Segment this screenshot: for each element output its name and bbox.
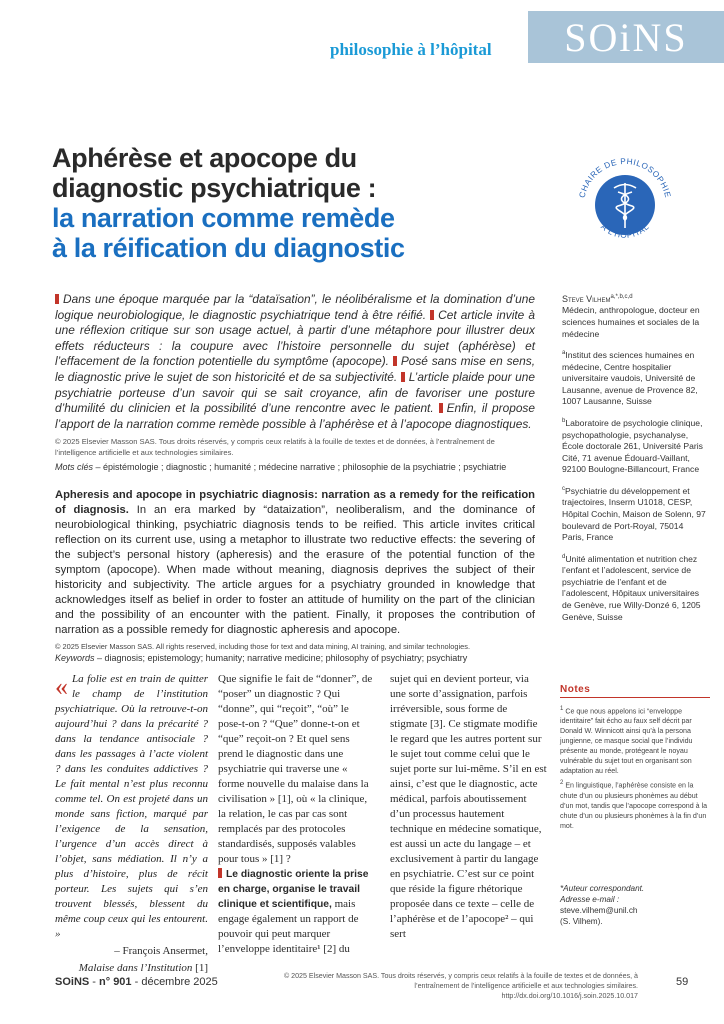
footer-date: décembre 2025: [141, 976, 218, 988]
epigraph-attribution: – François Ansermet,: [114, 945, 208, 957]
highlight-text: Le diagnostic oriente la prise en charge, organise le travail clinique et scientifique,: [218, 869, 369, 910]
bullet-square-icon: [401, 372, 405, 382]
abstract-fr-sentence-5: Enfin, il propose l’apport de la narration comme remède possible à l’aphérèse et à l’apocope diagnostiques.: [55, 401, 535, 431]
affiliation-sup: a: [562, 350, 566, 357]
keywords-fr-list: – épistémologie ; diagnostic ; humanité ; médecine narrative ; philosophie de la psychiatrie ; psychiatrie: [93, 462, 507, 473]
abstract-fr-copyright: © 2025 Elsevier Masson SAS. Tous droits réservés, y compris ceux relatifs à la fouille de textes et de données, à l’entraînement de l’intelligence artificielle et aux technologies similaires.: [55, 437, 495, 458]
affiliation-text: Unité alimentation et nutrition chez l’enfant et l’adolescent, service de psychiatrie de l’enfant et de l’adolescent, Hôpitaux universitaires de Genève, rue Willy-Donzé 6, 1205 Genève, Suisse: [562, 553, 701, 622]
keywords-fr: [55, 462, 535, 472]
journal-logo: [528, 11, 724, 63]
title-line-1: Aphérèse et apocope du: [52, 143, 357, 173]
abstract-en-body: In an era marked by “dataization”, neoliberalism, and the dominance of neurobiological thinking, psychiatric diagnosis tends to be reified. This article invites critical reflection on its current use, using a metaphor to illustrate two reductive effects: the severing of the subject’s personal history (apheresis) and the erasure of the potential function of the symptom (apocope). When made without meaning, diagnosis deprives the subject of their historicity and subjectivity. The article argues for a psychiatry grounded in knowledge that acknowledges itself as belief in order to foster an attitude of humility on the part of the clinician and the possibility of an encounter with the patient. Finally, it proposes the contribution of narration as a possible remedy for diagnostic apheresis and apocope.: [55, 504, 535, 636]
bullet-square-icon: [430, 310, 434, 320]
abstract-fr-sentence-4: L’article plaide pour une psychiatrie porteuse d’un savoir qui se sait croyance, afin de favoriser une posture d’humilité du clinicien et la possibilité d’une rencontre avec le patient.: [55, 369, 535, 416]
note-item: [560, 778, 710, 830]
body-paragraph: Que signifie le fait de “donner”, de “poser” un diagnostic ? Qui “donne”, qui “reçoit”, “où” le pose-t-on ? “Que” donne-t-on et “que” reçoit-on ? Et quel sens prend le diagnostic dans une psychiatrie qui traverse une « forme nouvelle du malaise dans la civilisation » [1], où « la clinique, la relation, le cas par cas sont remplacés par des protocoles standardisés, supposés valables pour tous » [1] ?: [218, 673, 373, 865]
author-line: [562, 292, 707, 305]
chair-philosophy-seal: [570, 150, 680, 260]
footer-separator: -: [89, 976, 100, 988]
correspondence-label: *Auteur correspondant.: [560, 884, 645, 893]
notes-box: [560, 684, 710, 833]
epigraph-ref: [1]: [192, 962, 208, 974]
keywords-fr-label: Mots clés: [55, 462, 94, 473]
note-item: [560, 704, 710, 776]
correspondence-who: (S. Vilhem).: [560, 917, 603, 926]
seal-top-text: CHAIRE DE PHILOSOPHIE: [577, 156, 673, 199]
footer-journal-name: SOiNS: [55, 976, 90, 988]
title-line-3: la narration comme remède: [52, 203, 395, 233]
affiliation-text: Institut des sciences humaines en médecine, Centre hospitalier universitaire vaudois, Université de Lausanne, avenue de Provence 82, 1007 Lausanne, Suisse: [562, 350, 698, 407]
footer-copyright: [250, 971, 638, 1001]
keywords-en-label: Keywords: [55, 653, 95, 663]
title-line-4: à la réification du diagnostic: [52, 233, 405, 263]
body-paragraph: sujet qui en devient porteur, via une sorte d’assignation, parfois irréversible, sous forme de stigmate [3]. Ce stigmate modifie le regard que les autres portent sur le sujet tout comme celui que le sujet porte sur lui-même. S’il en est ainsi, c’est que le diagnostic, acte médical, parfois aboutissement d’un processus hautement technique en médecine somatique, est aussi un acte du langage – et exclusivement à partir du langage en psychiatrie. C’est sur ce point que réside la figure rhétorique proposée dans ce texte – celle de l’aphérèse et de l’apocope² – qui sert: [390, 673, 547, 940]
affiliation-text: Laboratoire de psychologie clinique, psychopathologie, psychanalyse, École doctorale 261, Université Paris Cité, 71 avenue Édouard-Vaillant, 92100 Boulogne-Billancourt, France: [562, 417, 703, 475]
affiliation: [562, 348, 707, 408]
notes-title: Notes: [560, 684, 710, 698]
footer-issue: n° 901: [99, 976, 132, 988]
abstract-en-title: Apheresis and apocope in psychiatric diagnosis: narration as a remedy for the reification of diagnosis.: [55, 489, 535, 516]
author-sup: a,*,b,c,d: [610, 294, 633, 300]
abstract-fr-text: [55, 292, 535, 432]
author-info: [562, 292, 707, 623]
epigraph: [55, 672, 208, 976]
footer-journal: [55, 976, 218, 988]
body-column-3: [390, 672, 547, 942]
keywords-en: [55, 653, 535, 663]
section-rubric: philosophie à l’hôpital: [330, 40, 492, 59]
bullet-square-icon: [439, 403, 443, 413]
author-title: Médecin, anthropologue, docteur en sciences humaines et sociales de la médecine: [562, 305, 700, 339]
abstract-en-copyright: © 2025 Elsevier Masson SAS. All rights reserved, including those for text and data mining, AI training, and similar technologies.: [55, 642, 471, 651]
email-link[interactable]: steve.vilhem@unil.ch: [560, 906, 638, 915]
page-number: 59: [676, 976, 689, 988]
affiliation-sup: b: [562, 418, 566, 425]
abstract-en-text: [55, 488, 535, 638]
affiliation: [562, 552, 707, 623]
body-column-2: [218, 672, 373, 957]
note-number: 1: [560, 706, 564, 712]
seal-bottom-text: À L’HÔPITAL: [599, 222, 651, 240]
body-paragraph: [218, 867, 373, 957]
affiliation: [562, 416, 707, 476]
footer-separator: -: [131, 976, 142, 988]
quote-mark-icon: «: [55, 672, 68, 701]
abstract-fr: [55, 292, 535, 472]
note-number: 2: [560, 780, 564, 787]
abstract-fr-sentence-2: Cet article invite à une réflexion critique sur son usage actuel, à partir d’une métaphore pour illustrer deux effets réducteurs : la coupure avec l’histoire personnelle du sujet (aphérèse) et l’effacement de la fonction potentielle du symptôme (apocope).: [55, 307, 535, 369]
epigraph-body: La folie est en train de quitter le champ de l’institution psychiatrique. Où la retrouve-t-on aujourd’hui ? dans la précarité ? dans la tendance antisociale ? dans les passages à l’acte violent ? dans les conduites addictives ? Le fait mental n’est plus reconnu comme tel. On est projeté dans un monde sans fiction, marqué par l’exigence de la sensation, l’urgence d’un accès direct à l’objet, sans médiation. Il n’y a plus d’histoire, plus de récit porteur. Les sujets qui s’en trouvent blessés, blessent du même coup ceux qui les entourent. »: [55, 673, 208, 940]
abstract-fr-sentence-3: Posé sans mise en sens, le diagnostic prive le sujet de son historicité et de sa subjectivité.: [55, 354, 535, 384]
bullet-square-icon: [393, 356, 397, 366]
affiliation-sup: d: [562, 553, 566, 560]
title-line-2: diagnostic psychiatrique :: [52, 173, 377, 203]
affiliation-sup: c: [562, 485, 565, 492]
epigraph-source: [55, 961, 208, 976]
bullet-square-icon: [218, 868, 222, 878]
journal-logo-text: SOiNS: [564, 14, 688, 60]
article-title: [52, 143, 542, 263]
epigraph-source-title: Malaise dans l’Institution: [78, 962, 193, 974]
keywords-en-list: – diagnosis; epistemology; humanity; narrative medicine; philosophy of psychiatry; psychiatry: [94, 653, 468, 663]
abstract-en: [55, 488, 535, 663]
affiliation-text: Psychiatrie du développement et trajectoires, Inserm U1018, CESP, Hôpital Cochin, Maison de Solenn, 97 boulevard de Port-Royal, 75014 Paris, France: [562, 485, 706, 543]
bullet-square-icon: [55, 294, 59, 304]
epigraph-text: [55, 672, 208, 942]
footer-copyright-text: © 2025 Elsevier Masson SAS. Tous droits réservés, y compris ceux relatifs à la fouille de textes et de données, à l’entraînement de l’intelligence artificielle et aux technologies similaires.: [283, 972, 638, 990]
body-text: mais engage également un rapport de pouvoir qui peut marquer l’enveloppe identitaire¹ [2] du: [218, 898, 359, 955]
correspondence: [560, 883, 710, 927]
footer-doi[interactable]: http://dx.doi.org/10.1016/j.soin.2025.10.017: [501, 992, 638, 1000]
affiliation: [562, 484, 707, 544]
abstract-fr-sentence-1: Dans une époque marquée par la “dataïsation”, le néolibéralisme et la domination d’une logique neurobiologique, le diagnostic psychiatrique tend à être réifié.: [55, 292, 535, 322]
author-name: Steve Vilhem: [562, 293, 611, 304]
note-text: En linguistique, l’aphérèse consiste en la chute d’un ou plusieurs phonèmes au début d’un mot, tandis que l’apocope correspond à la chute d’un ou plusieurs phonèmes à la fin d’un mot.: [560, 781, 708, 830]
note-text: Ce que nous appelons ici “enveloppe identitaire” fait écho au faux self décrit par Donald W. Winnicott ainsi qu’à la persona jungienne, ce masque social que l’individu présente au monde, protégeant le noyau vulnérable du sujet tout en organisant son adaptation au réel.: [560, 707, 693, 776]
email-label: Adresse e-mail :: [560, 895, 620, 904]
